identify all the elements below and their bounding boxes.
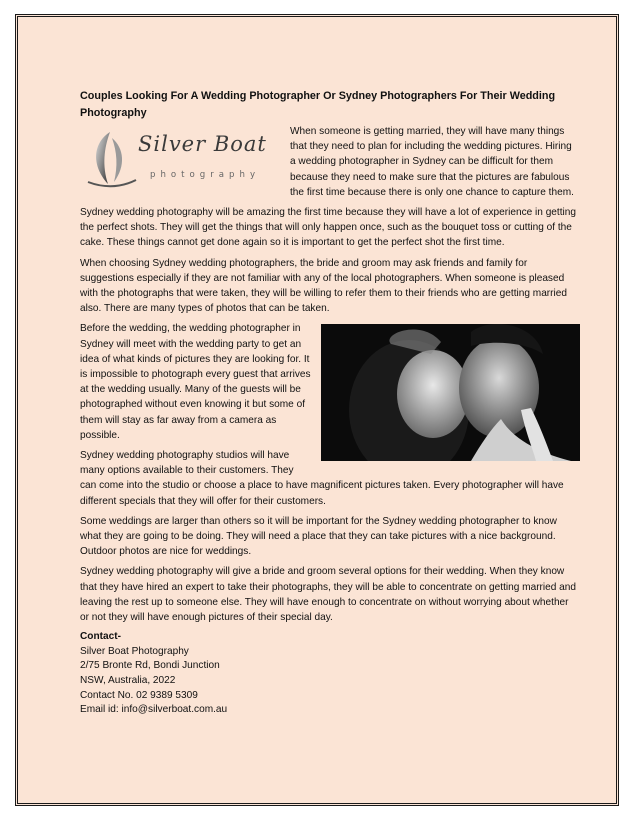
boat-sail-icon [80, 128, 140, 190]
contact-phone: Contact No. 02 9389 5309 [80, 689, 198, 701]
paragraph-before-wedding: Before the wedding, the wedding photographer in Sydney will meet with the wedding party to get an idea of what kinds of pictures they are looking for. It is impossible to photograph every guest that arrives at the wedding usually. Many of the guests will be photographed without even knowing it but some of them will stay as far away from a camera as possible. [80, 323, 311, 441]
paragraph-choosing: When choosing Sydney wedding photographers, the bride and groom may ask friends and family for suggestions especially if they are not familiar with any of the local photographers. When someone is pleased with the photographs that were taken, they will be willing to refer them to their friends who are getting married also. There are many types of photos that can be taken. [80, 257, 567, 315]
couple-photo [321, 324, 580, 461]
silver-boat-logo [80, 128, 278, 190]
logo-tagline: photography [150, 170, 261, 180]
contact-email: Email id: info@silverboat.com.au [80, 704, 228, 716]
paragraph-experience: Sydney wedding photography will be amazing the first time because they will have a lot of experience in getting the perfect shots. They will get the things that will only happen once, such as the bouquet toss or cutting of the cake. These things cannot get done again so it is important to get the perfect shot the first time. [80, 207, 577, 249]
contact-address-line1: 2/75 Bronte Rd, Bondi Junction [80, 660, 220, 672]
paragraph-options: Sydney wedding photography will give a bride and groom several options for their wedding. When they know that they have hired an expert to take their photographs, they will be able to concentrate on getting married and leaving the rest up to someone else. They will have enough to concentrate on without worrying about whether or not they will have enough pictures of their special day. [80, 566, 577, 624]
couple-photo-image [321, 324, 580, 461]
paragraph-larger-weddings: Some weddings are larger than others so it will be important for the Sydney wedding photographer to know what they are going to be doing. They will need a place that they can take pictures with a nice background. Outdoor photos are nice for weddings. [80, 515, 557, 558]
document-page [15, 14, 619, 806]
paragraph-intro: When someone is getting married, they will have many things that they need to plan for including the wedding pictures. Hiring a wedding photographer in Sydney can be difficult for them because they need to make sure that the pictures are fabulous the first time because there is only one chance to capture them. [290, 126, 574, 198]
contact-company: Silver Boat Photography [80, 645, 189, 657]
paragraph-studios: Sydney wedding photography studios will have many options available to their customers. They can come into the studio or choose a place to have magnificent pictures taken. Every photographer will have different specials that they will offer for their customers. [80, 450, 564, 507]
document-title: Couples Looking For A Wedding Photographer Or Sydney Photographers For Their Wedding Photography [80, 90, 556, 119]
contact-address-line2: NSW, Australia, 2022 [80, 675, 176, 687]
logo-name: Silver Boat [138, 132, 267, 156]
contact-heading: Contact- [80, 631, 121, 643]
contact-block [80, 630, 580, 718]
document-content [80, 88, 580, 718]
